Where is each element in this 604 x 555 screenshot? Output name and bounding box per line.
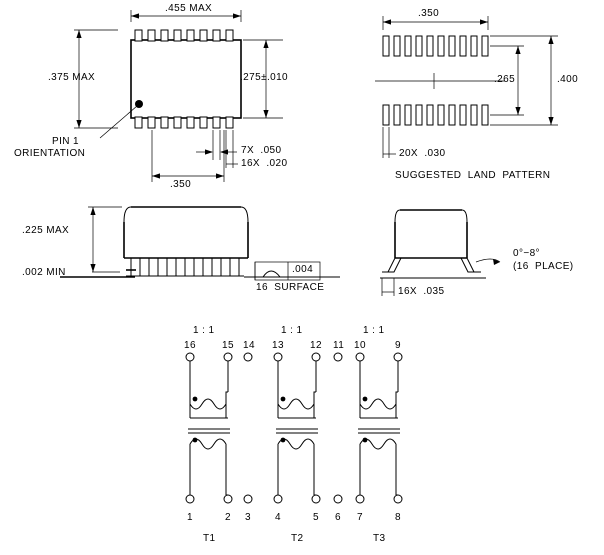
pin-label-7: 7 (357, 512, 363, 523)
t2-name-label: T2 (291, 533, 304, 544)
pin-label-10: 10 (354, 340, 366, 351)
flatness-value-label: .004 (292, 264, 314, 275)
t1-name-label: T1 (203, 533, 216, 544)
t3-name-label: T3 (373, 533, 386, 544)
pin1-note-line1: PIN 1 (52, 136, 80, 147)
pin-label-13: 13 (272, 340, 284, 351)
pin-label-15: 15 (222, 340, 234, 351)
pin-label-14: 14 (243, 340, 255, 351)
dim-body-height-label: .275±.010 (240, 72, 289, 83)
pin-label-1: 1 (187, 512, 193, 523)
surface-note-label: 16 SURFACE (256, 282, 325, 293)
pin-label-3: 3 (245, 512, 251, 523)
pin-label-5: 5 (313, 512, 319, 523)
pin-label-9: 9 (395, 340, 401, 351)
t2-ratio-label: 1 : 1 (281, 325, 303, 336)
pin-label-12: 12 (310, 340, 322, 351)
dim-land-width-label: .350 (418, 8, 440, 19)
pin-label-11: 11 (333, 340, 345, 351)
pin-label-2: 2 (225, 512, 231, 523)
t3-ratio-label: 1 : 1 (363, 325, 385, 336)
pin-label-6: 6 (335, 512, 341, 523)
dim-lead-label: 16X .035 (398, 286, 445, 297)
dim-package-width-label: .455 MAX (165, 3, 213, 14)
dim-standoff-label: .002 MIN (22, 267, 66, 278)
pin-label-16: 16 (184, 340, 196, 351)
lead-angle-line1: 0°−8° (513, 248, 540, 259)
dim-pin-pitch-label: 7X .050 (241, 145, 282, 156)
dim-land-inner-label: .265 (494, 74, 516, 85)
dim-pad-width-label: 20X .030 (399, 148, 446, 159)
land-pattern-caption: SUGGESTED LAND PATTERN (395, 170, 551, 181)
dim-body-width-label: .350 (170, 179, 192, 190)
lead-angle-line2: (16 PLACE) (513, 261, 574, 272)
dim-side-height-label: .225 MAX (22, 225, 70, 236)
pin-label-4: 4 (275, 512, 281, 523)
t1-ratio-label: 1 : 1 (193, 325, 215, 336)
dim-pin-width-label: 16X .020 (241, 158, 288, 169)
pin1-note-line2: ORIENTATION (14, 148, 86, 159)
pin-label-8: 8 (395, 512, 401, 523)
dim-package-height-label: .375 MAX (48, 72, 96, 83)
dim-land-outer-label: .400 (557, 74, 579, 85)
